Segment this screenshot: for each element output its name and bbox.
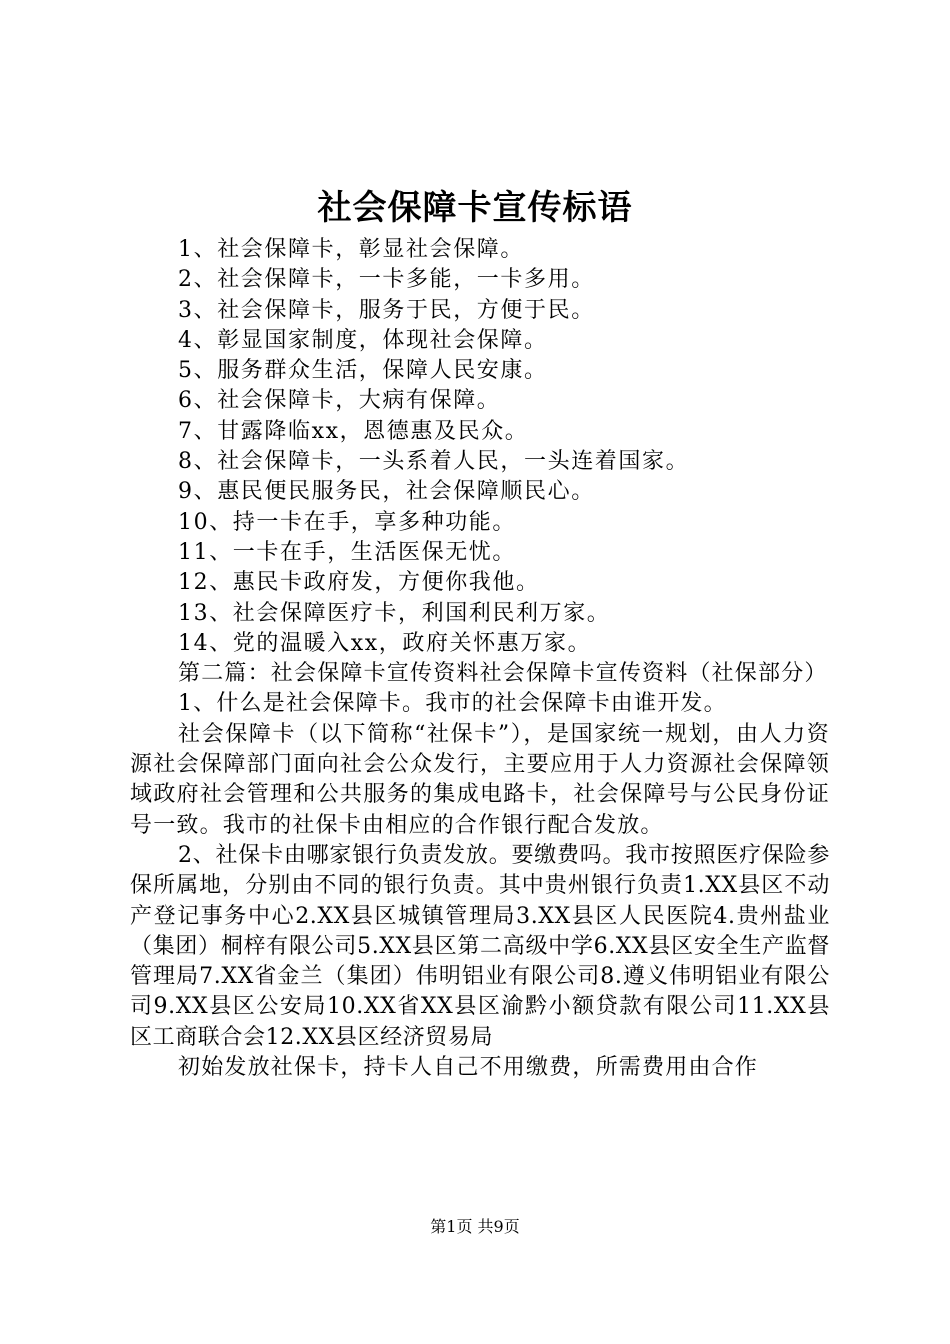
- slogan-item: 8、社会保障卡，一头系着人民，一头连着国家。: [178, 449, 690, 475]
- slogan-item: 13、社会保障医疗卡，利国利民利万家。: [178, 600, 611, 626]
- slogan-item: 12、惠民卡政府发，方便你我他。: [178, 570, 540, 596]
- slogan-item: 11、一卡在手，生活医保无忧。: [178, 539, 516, 565]
- slogan-item: 7、甘露降临xx，恩德惠及民众。: [178, 418, 529, 444]
- slogan-item: 5、服务群众生活，保障人民安康。: [178, 358, 548, 384]
- document-title: 社会保障卡宣传标语: [317, 188, 633, 228]
- page-number: 第1页 共9页: [430, 1217, 520, 1236]
- slogan-item: 4、彰显国家制度，体现社会保障。: [178, 327, 548, 353]
- question-paragraph: 1、什么是社会保障卡。我市的社会保障卡由谁开发。: [178, 691, 727, 717]
- section-heading-paragraph: 第二篇：社会保障卡宣传资料社会保障卡宣传资料（社保部分）: [178, 661, 828, 687]
- slogan-item: 14、党的温暖入xx，政府关怀惠万家。: [178, 630, 592, 656]
- document-body: [130, 235, 830, 1083]
- slogan-item: 6、社会保障卡，大病有保障。: [178, 388, 501, 414]
- slogan-item: 1、社会保障卡，彰显社会保障。: [178, 237, 524, 262]
- bank-list-paragraph: 2、社保卡由哪家银行负责发放。要缴费吗。我市按照医疗保险参保所属地，分别由不同的银行负责。其中贵州银行负责1.XX县区不动产登记事务中心2.XX县区城镇管理局3.XX县区人民医院4.贵州盐业（集团）桐梓有限公司5.XX县区第二高级中学6.XX县区安全生产监督管理局7.XX省金兰（集团）伟明铝业有限公司8.遵义伟明铝业有限公司9.XX县区公安局10.XX省XX县区渝黔小额贷款有限公司11.XX县区工商联合会12.XX县区经济贸易局: [130, 842, 830, 1050]
- slogan-item: 10、持一卡在手，享多种功能。: [178, 509, 516, 535]
- answer-paragraph: 社会保障卡（以下简称“社保卡”），是国家统一规划，由人力资源社会保障部门面向社会公众发行，主要应用于人力资源社会保障领域政府社会管理和公共服务的集成电路卡，社会保障号与公民身份证号一致。我市的社保卡由相应的合作银行配合发放。: [130, 721, 830, 838]
- slogan-list: [130, 235, 830, 659]
- slogan-item: 9、惠民便民服务民，社会保障顺民心。: [178, 479, 595, 505]
- slogan-item: 3、社会保障卡，服务于民，方便于民。: [178, 297, 595, 323]
- slogan-item: 2、社会保障卡，一卡多能，一卡多用。: [178, 267, 595, 293]
- fee-paragraph: 初始发放社保卡，持卡人自己不用缴费，所需费用由合作: [178, 1055, 759, 1081]
